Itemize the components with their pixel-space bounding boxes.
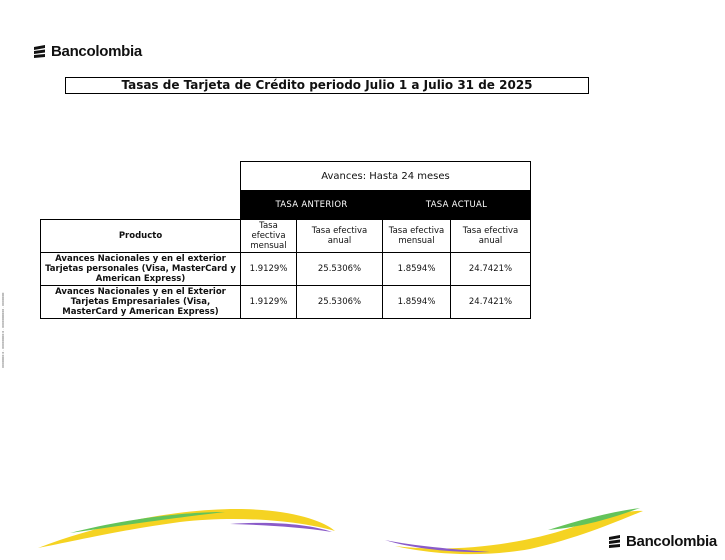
bancolombia-logo-icon xyxy=(608,535,622,548)
anterior-mensual-cell: 1.9129% xyxy=(241,253,297,286)
anterior-mensual-cell: 1.9129% xyxy=(241,286,297,319)
avances-label: Avances: Hasta 24 meses xyxy=(241,162,531,191)
side-note: 0000000 0 · 00000000 0 · 0000000000 · 0000000 xyxy=(1,292,5,368)
header-anterior-anual: Tasa efectiva anual xyxy=(297,220,383,253)
actual-mensual-cell: 1.8594% xyxy=(383,253,451,286)
group-tasa-actual: TASA ACTUAL xyxy=(383,191,531,220)
anterior-anual-cell: 25.5306% xyxy=(297,286,383,319)
header-anterior-mensual: Tasa efectiva mensual xyxy=(241,220,297,253)
actual-anual-cell: 24.7421% xyxy=(451,286,531,319)
page-title: Tasas de Tarjeta de Crédito periodo Julio 1 a Julio 31 de 2025 xyxy=(65,77,589,94)
group-tasa-anterior: TASA ANTERIOR xyxy=(241,191,383,220)
producto-cell: Avances Nacionales y en el exterior Tarjetas personales (Visa, MasterCard y American Express) xyxy=(41,253,241,286)
bancolombia-logo-footer xyxy=(608,533,717,550)
actual-anual-cell: 24.7421% xyxy=(451,253,531,286)
anterior-anual-cell: 25.5306% xyxy=(297,253,383,286)
header-producto: Producto xyxy=(41,220,241,253)
producto-cell: Avances Nacionales y en el Exterior Tarjetas Empresariales (Visa, MasterCard y American Express) xyxy=(41,286,241,319)
brand-name-footer: Bancolombia xyxy=(626,533,717,550)
actual-mensual-cell: 1.8594% xyxy=(383,286,451,319)
brand-name: Bancolombia xyxy=(51,43,142,60)
header-actual-anual: Tasa efectiva anual xyxy=(451,220,531,253)
header-actual-mensual: Tasa efectiva mensual xyxy=(383,220,451,253)
